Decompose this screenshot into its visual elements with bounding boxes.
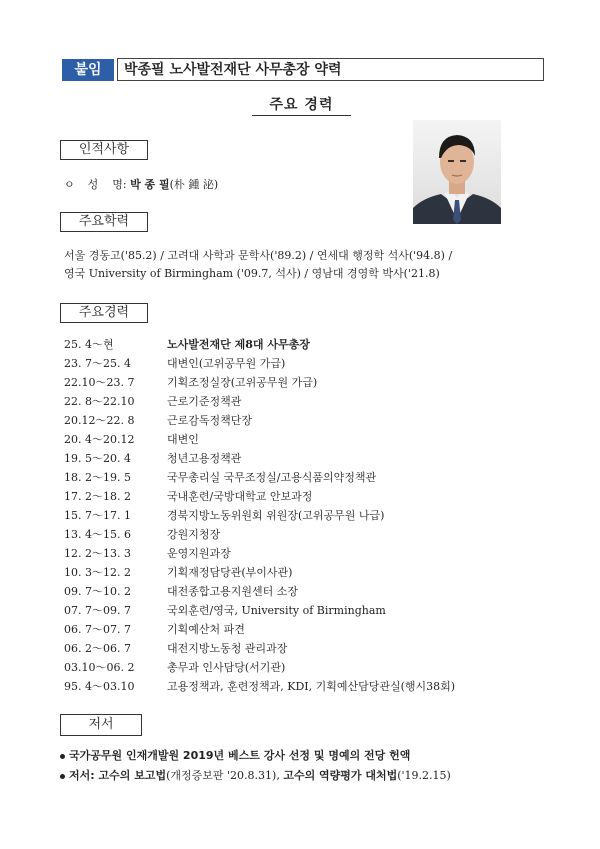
career-period: 15. 7～17. 1	[64, 509, 131, 522]
education-line-2: 영국 University of Birmingham ('09.7, 석사) / 영남대 경영학 박사('21.8)	[64, 267, 440, 280]
career-period: 20. 4～20.12	[64, 433, 135, 446]
name-line: ㅇ 성 명: 박 종 필(朴 鍾 泌)	[64, 178, 219, 191]
career-period: 20.12～22. 8	[64, 414, 135, 427]
publication-item-2	[60, 767, 451, 783]
career-period: 12. 2～13. 3	[64, 547, 131, 560]
publication-note-1: (개정증보판 '20.8.31)	[166, 769, 277, 782]
career-position: 경북지방노동위원회 위원장(고위공무원 나급)	[167, 509, 385, 522]
subtitle-underline	[252, 115, 351, 116]
career-period: 10. 3～12. 2	[64, 566, 131, 579]
career-position: 운영지원과장	[167, 547, 231, 560]
career-period: 03.10～06. 2	[64, 661, 135, 674]
career-period: 13. 4～15. 6	[64, 528, 131, 541]
career-position: 국무총리실 국무조정실/고용식품의약정책관	[167, 471, 377, 484]
career-period: 07. 7～09. 7	[64, 604, 131, 617]
career-period: 06. 2～06. 7	[64, 642, 131, 655]
publication-prefix: 저서: 고수의 보고법	[69, 769, 167, 782]
publication-text: 국가공무원 인재개발원 2019년 베스트 강사 선정 및 명예의 전당 헌액	[69, 749, 411, 762]
bullet-mark: ㅇ	[64, 178, 75, 191]
name-label: 성 명	[87, 178, 123, 191]
name-hanja: (朴 鍾 泌)	[169, 178, 219, 191]
career-position: 근로감독정책단장	[167, 414, 253, 427]
career-period: 09. 7～10. 2	[64, 585, 131, 598]
publication-note-2: ('19.2.15)	[397, 769, 451, 782]
page-subtitle: 주요 경력	[269, 97, 334, 113]
name-value: 박 종 필	[130, 178, 170, 191]
career-position: 대변인	[167, 433, 199, 446]
bullet-dot	[60, 754, 65, 759]
career-position: 고용정책과, 훈련정책과, KDI, 기획예산담당관실(행시38회)	[167, 680, 456, 693]
career-position: 대전종합고용지원센터 소장	[167, 585, 299, 598]
attachment-badge: 붙임	[62, 59, 114, 81]
section-personal-info: 인적사항	[60, 140, 148, 160]
bullet-dot	[60, 774, 65, 779]
career-position: 대전지방노동청 관리과장	[167, 642, 288, 655]
career-period: 18. 2～19. 5	[64, 471, 131, 484]
section-education: 주요학력	[60, 212, 148, 232]
career-position: 대변인(고위공무원 가급)	[167, 357, 286, 370]
career-period: 19. 5～20. 4	[64, 452, 131, 465]
career-period: 06. 7～07. 7	[64, 623, 131, 636]
publication-item-1	[60, 747, 410, 763]
career-position: 국내훈련/국방대학교 안보과정	[167, 490, 313, 503]
career-period: 25. 4～현	[64, 338, 114, 351]
career-position: 청년고용정책관	[167, 452, 242, 465]
publication-separator: ,	[276, 769, 284, 782]
career-position: 강원지청장	[167, 528, 221, 541]
career-position: 기획조정실장(고위공무원 가급)	[167, 376, 318, 389]
career-position: 국외훈련/영국, University of Birmingham	[167, 604, 386, 617]
career-position: 기획예산처 파견	[167, 623, 245, 636]
career-period: 23. 7～25. 4	[64, 357, 131, 370]
section-career: 주요경력	[60, 303, 148, 323]
career-position: 노사발전재단 제8대 사무총장	[167, 338, 310, 351]
career-period: 17. 2～18. 2	[64, 490, 131, 503]
section-publications: 저서	[60, 714, 142, 736]
career-position: 근로기준정책관	[167, 395, 242, 408]
publication-book-2: 고수의 역량평가 대처법	[283, 769, 398, 782]
document-title: 박종필 노사발전재단 사무총장 약력	[117, 58, 544, 81]
career-position: 총무과 인사담당(서기관)	[167, 661, 286, 674]
profile-photo	[413, 120, 501, 224]
education-line-1: 서울 경동고('85.2) / 고려대 사학과 문학사('89.2) / 연세대 행정학 석사('94.8) /	[64, 249, 453, 262]
career-position: 기획재정담당관(부이사관)	[167, 566, 293, 579]
career-period: 95. 4～03.10	[64, 680, 135, 693]
career-period: 22.10～23. 7	[64, 376, 135, 389]
career-period: 22. 8～22.10	[64, 395, 135, 408]
